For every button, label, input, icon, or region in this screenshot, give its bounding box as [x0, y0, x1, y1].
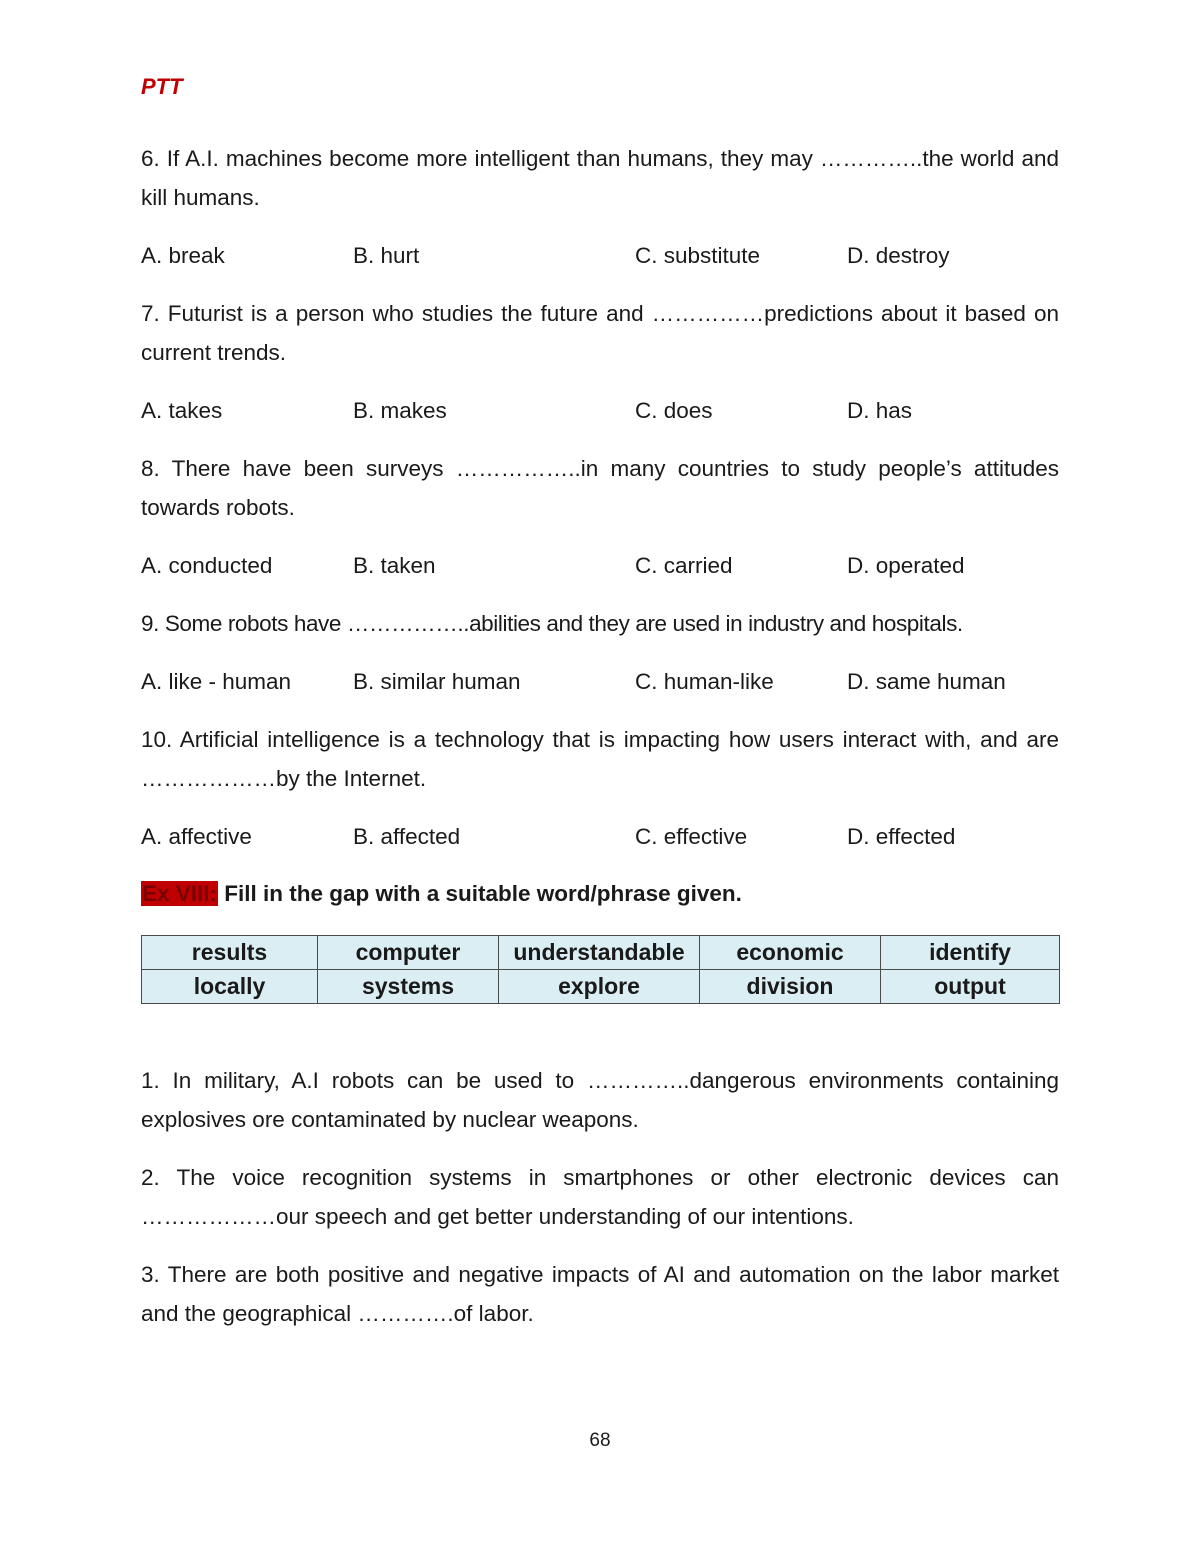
option-d: D. same human	[847, 669, 1006, 694]
option-b: B. similar human	[353, 669, 521, 694]
option-d: D. operated	[847, 553, 965, 578]
word-cell: identify	[881, 936, 1060, 970]
word-cell: economic	[700, 936, 881, 970]
question-7-options	[141, 391, 1059, 430]
question-9-options	[141, 662, 1059, 701]
exercise-title	[141, 876, 742, 912]
question-8-options	[141, 546, 1059, 585]
question-7: 7. Futurist is a person who studies the future and ……………predictions about it based on current trends.	[141, 301, 1059, 365]
word-cell: understandable	[499, 936, 700, 970]
exercise-label: Ex VIII:	[142, 881, 218, 906]
question-9: 9. Some robots have ……………..abilities and they are used in industry and hospitals.	[141, 611, 963, 636]
option-a: A. like - human	[141, 669, 292, 694]
header-label: PTT	[141, 74, 183, 99]
page-number: 68	[589, 1430, 611, 1451]
option-a: A. break	[141, 243, 225, 268]
question-10-options	[141, 817, 1059, 856]
question-8: 8. There have been surveys ……………..in many countries to study people’s attitudes towards robots.	[141, 456, 1059, 520]
option-d: D. has	[847, 398, 913, 423]
option-d: D. destroy	[847, 243, 950, 268]
word-cell: division	[700, 970, 881, 1004]
word-cell: systems	[318, 970, 499, 1004]
word-row	[142, 970, 1060, 1004]
question-6: 6. If A.I. machines become more intelligent than humans, they may …………..the world and kill humans.	[141, 146, 1059, 210]
option-c: C. effective	[635, 824, 748, 849]
word-box-table	[141, 935, 1060, 1004]
word-cell: output	[881, 970, 1060, 1004]
exercise-item-1: 1. In military, A.I robots can be used to …………..dangerous environments containing explosives ore contaminated by nuclear weapons.	[141, 1068, 1059, 1132]
question-6-options	[141, 236, 1059, 275]
exercise-item-2: 2. The voice recognition systems in smartphones or other electronic devices can ………………our speech and get better understanding of our intentions.	[141, 1165, 1059, 1229]
word-row	[142, 936, 1060, 970]
option-d: D. effected	[847, 824, 956, 849]
word-cell: explore	[499, 970, 700, 1004]
word-cell: locally	[142, 970, 318, 1004]
word-cell: results	[142, 936, 318, 970]
option-c: C. does	[635, 398, 713, 423]
option-b: B. makes	[353, 398, 447, 423]
option-b: B. taken	[353, 553, 436, 578]
option-a: A. affective	[141, 824, 252, 849]
option-c: C. substitute	[635, 243, 761, 268]
option-a: A. takes	[141, 398, 223, 423]
option-b: B. affected	[353, 824, 461, 849]
question-10: 10. Artificial intelligence is a technology that is impacting how users interact with, and are ………………by the Internet.	[141, 727, 1059, 791]
option-b: B. hurt	[353, 243, 420, 268]
option-a: A. conducted	[141, 553, 273, 578]
word-cell: computer	[318, 936, 499, 970]
exercise-instruction: Fill in the gap with a suitable word/phrase given.	[218, 881, 742, 906]
exercise-item-3: 3. There are both positive and negative impacts of AI and automation on the labor market and the geographical ………….of labor.	[141, 1262, 1059, 1326]
option-c: C. human-like	[635, 669, 774, 694]
option-c: C. carried	[635, 553, 733, 578]
